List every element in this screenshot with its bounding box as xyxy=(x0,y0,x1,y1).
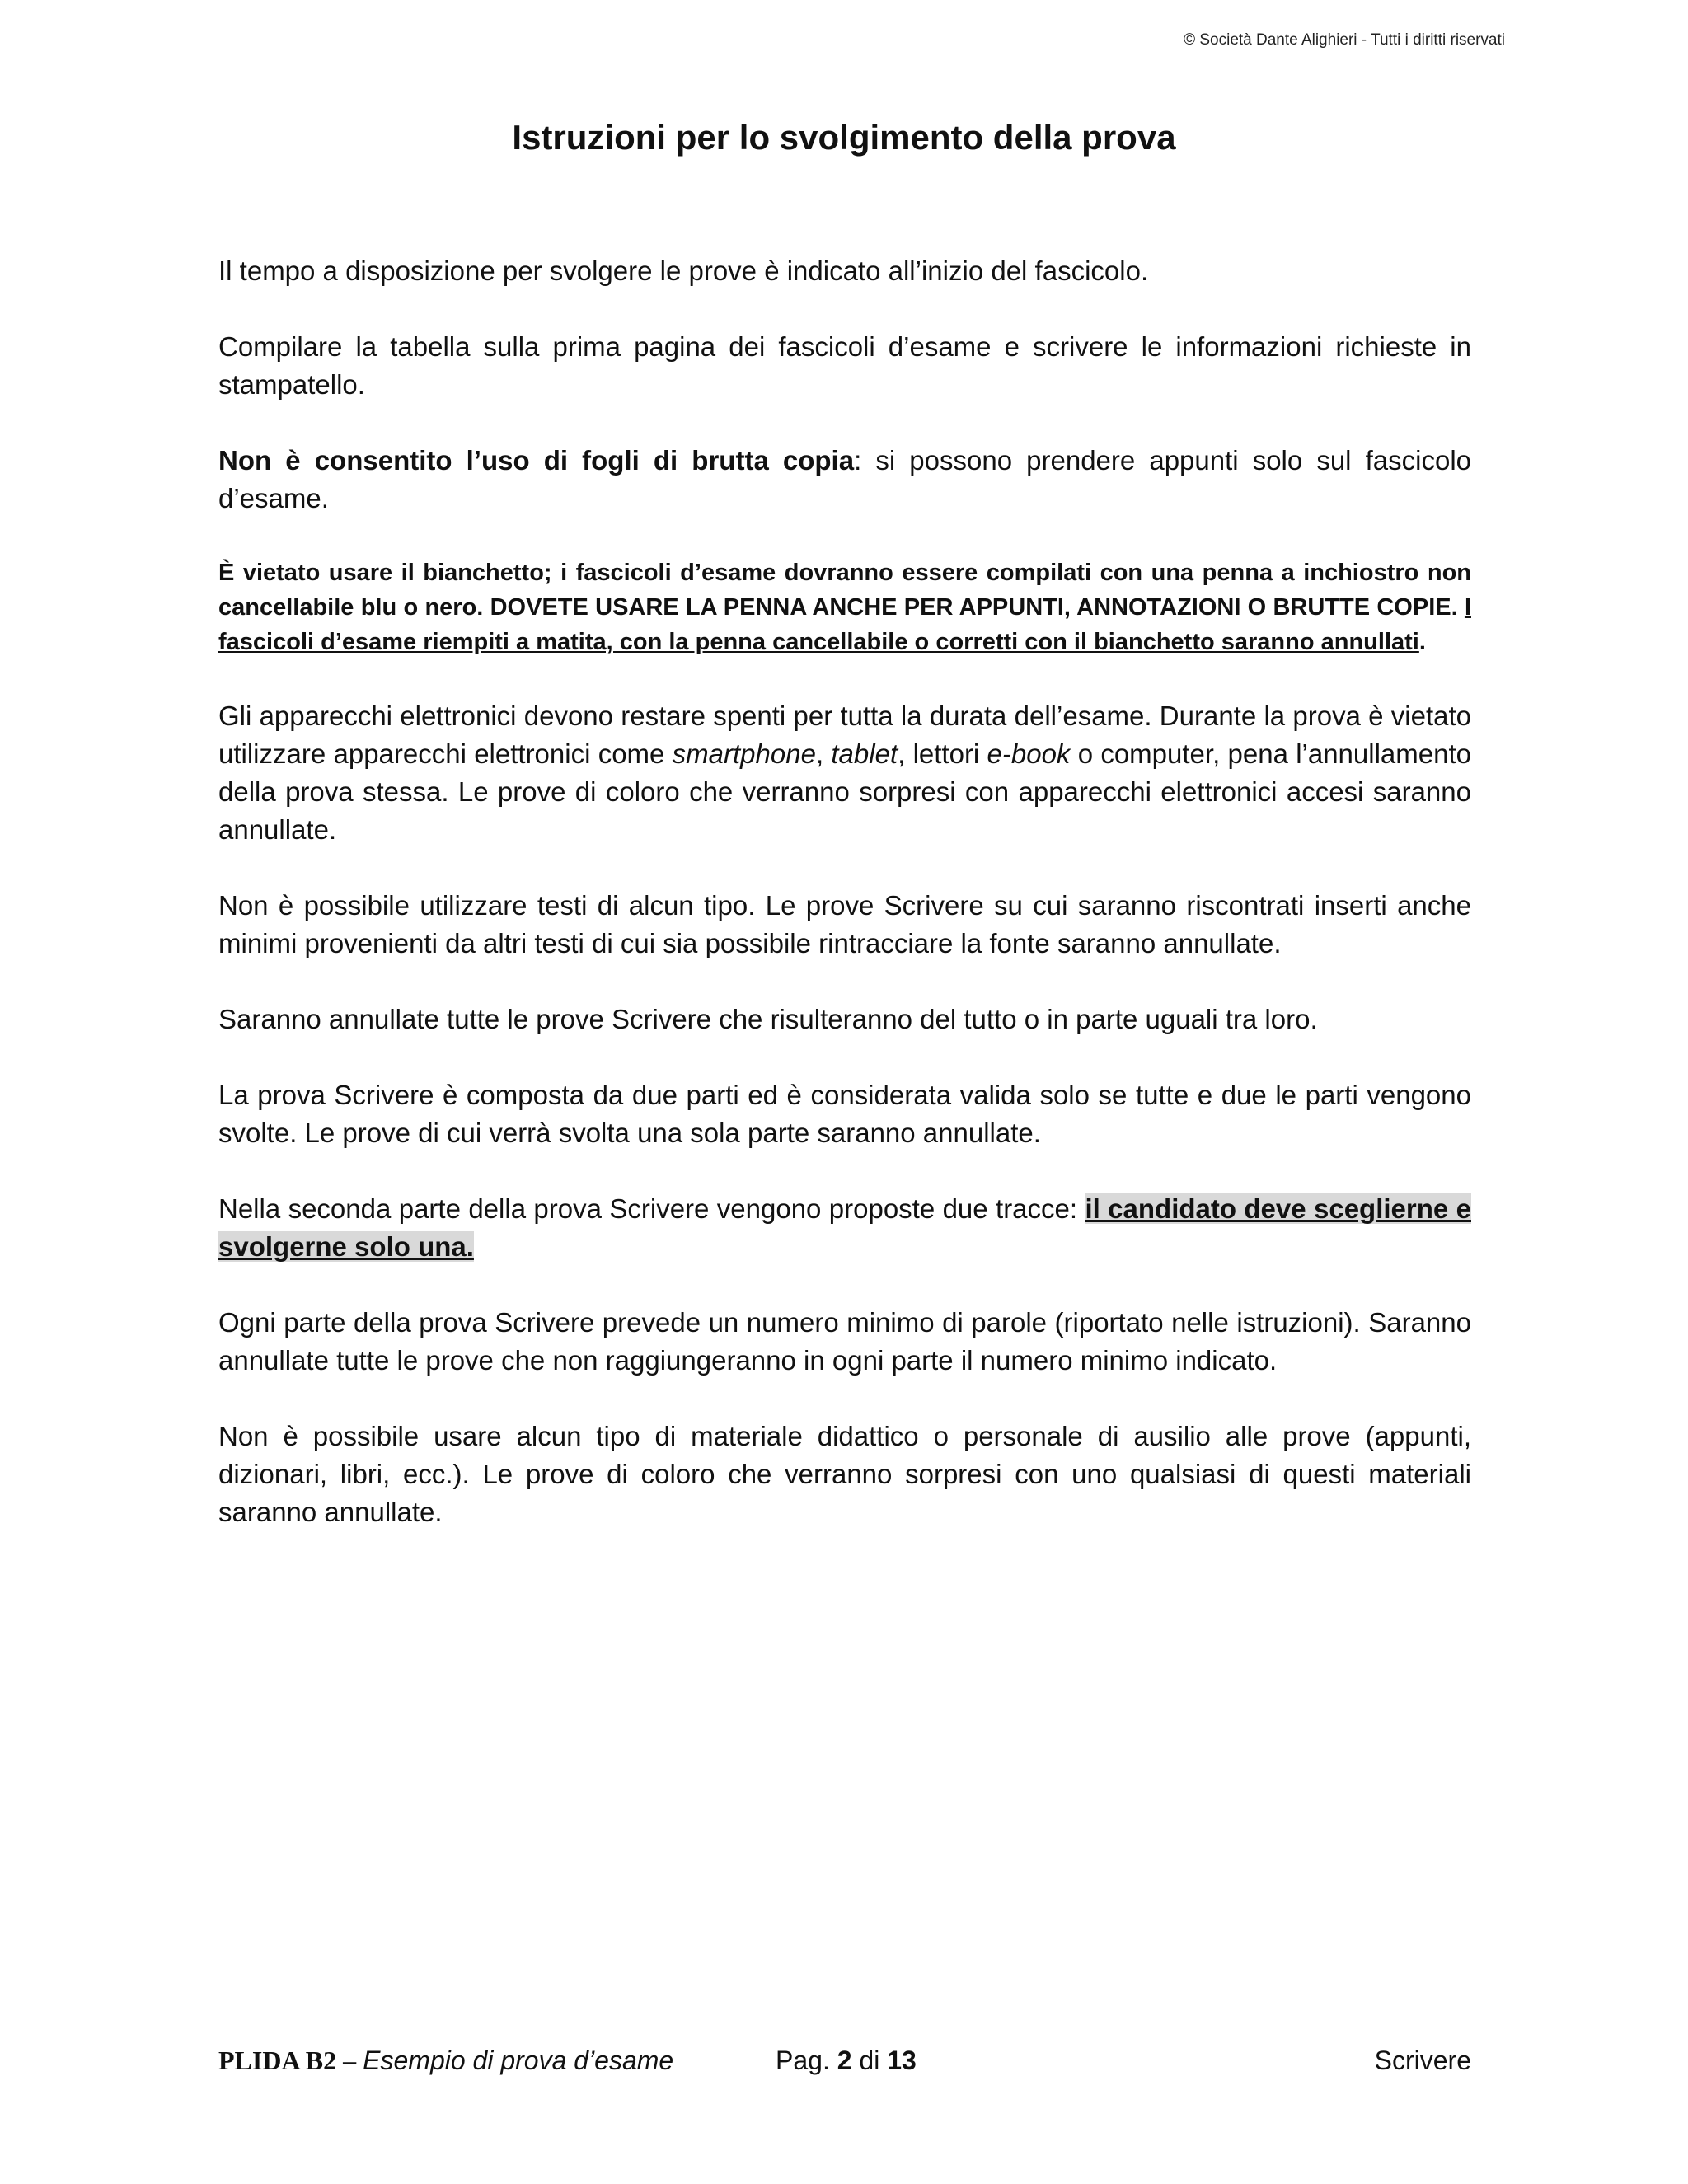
footer-separator: – xyxy=(336,2046,363,2075)
no-draft-detail: : si possono prendere appunti solo sul fascicolo d’esame. xyxy=(218,445,1472,513)
pen-rules-underlined: I fascicoli d’esame riempiti a matita, con la penna cancellabile o corretti con il bianchetto saranno annullati xyxy=(218,594,1471,655)
footer-subtitle: Esempio di prova d’esame xyxy=(363,2046,674,2075)
paragraph-electronics xyxy=(218,697,1471,849)
paragraph-no-draft xyxy=(218,442,1471,518)
electronics-text-c: , lettori xyxy=(898,738,987,769)
instructions-body xyxy=(218,252,1471,1569)
paragraph-two-parts: La prova Scrivere è composta da due parti ed è considerata valida solo se tutte e due le parti vengono svolte. Le prove di cui verrà svolta una sola parte saranno annullate. xyxy=(218,1080,1471,1148)
paragraph-choose-trace xyxy=(218,1190,1471,1266)
no-draft-rule: Non è consentito l’uso di fogli di brutta copia xyxy=(218,445,855,476)
paragraph-identical: Saranno annullate tutte le prove Scrivere che risulteranno del tutto o in parte uguali tra loro. xyxy=(218,1004,1318,1034)
page-total: 13 xyxy=(887,2046,917,2075)
page-prefix: Pag. xyxy=(776,2046,837,2075)
electronics-text-a: Gli apparecchi elettronici devono restare spenti per tutta la durata dell’esame. Durante la prova è vietato utilizzare apparecchi elettronici come xyxy=(218,701,1471,769)
paragraph-min-words: Ogni parte della prova Scrivere prevede un numero minimo di parole (riportato nelle istruzioni). Saranno annullate tutte le prove che non raggiungeranno in ogni parte il numero minimo indicato. xyxy=(218,1307,1471,1376)
choose-trace-highlight: il candidato deve sceglierne e svolgerne solo una. xyxy=(218,1193,1471,1262)
electronics-text-b: , xyxy=(815,738,832,769)
paragraph-pen-rules xyxy=(218,555,1471,659)
paragraph-no-materials: Non è possibile usare alcun tipo di materiale didattico o personale di ausilio alle prove (appunti, dizionari, libri, ecc.). Le prove di coloro che verranno sorpresi con uno qualsiasi di questi materiali saranno annullate. xyxy=(218,1421,1471,1527)
page-footer xyxy=(218,2046,1471,2082)
footer-section: Scrivere xyxy=(1374,2046,1471,2075)
page-current: 2 xyxy=(837,2046,852,2075)
pen-rules-text: È vietato usare il bianchetto; i fascicoli d’esame dovranno essere compilati con una penna a inchiostro non cancellabile blu o nero. DOVETE USARE LA PENNA ANCHE PER APPUNTI, ANNOTAZIONI O BRUTTE COPIE. xyxy=(218,560,1471,621)
choose-trace-text: Nella seconda parte della prova Scrivere vengono proposte due tracce: xyxy=(218,1193,1085,1224)
page-title: Istruzioni per lo svolgimento della prova xyxy=(512,118,1176,157)
footer-page-number xyxy=(776,2046,917,2076)
copyright-notice: © Società Dante Alighieri - Tutti i diritti riservati xyxy=(1184,31,1505,49)
footer-exam-label xyxy=(218,2046,673,2076)
page-of: di xyxy=(851,2046,888,2075)
electronics-ebook: e-book xyxy=(987,738,1071,769)
electronics-tablet: tablet xyxy=(831,738,898,769)
electronics-text-d: o computer, pena l’annullamento della prova stessa. Le prove di coloro che verranno sorpresi con apparecchi elettronici accesi saranno annullate. xyxy=(218,738,1472,845)
footer-brand: PLIDA B2 xyxy=(218,2046,337,2075)
paragraph-no-texts: Non è possibile utilizzare testi di alcun tipo. Le prove Scrivere su cui saranno riscontrati inserti anche minimi provenienti da altri testi di cui sia possibile rintracciare la fonte saranno annullate. xyxy=(218,890,1471,958)
paragraph-time: Il tempo a disposizione per svolgere le prove è indicato all’inizio del fascicolo. xyxy=(218,255,1149,286)
paragraph-fill-table: Compilare la tabella sulla prima pagina dei fascicoli d’esame e scrivere le informazioni richieste in stampatello. xyxy=(218,331,1471,400)
electronics-smartphone: smartphone xyxy=(672,738,816,769)
pen-rules-end: . xyxy=(1418,629,1426,655)
